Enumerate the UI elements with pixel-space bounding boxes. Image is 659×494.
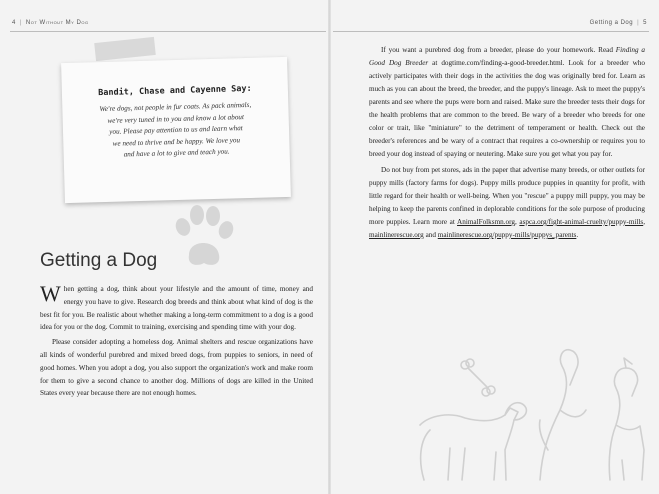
chapter-title: Getting a Dog	[589, 20, 634, 26]
header-separator: |	[19, 20, 22, 26]
left-header-rule	[10, 31, 326, 32]
book-title: Not Without My Dog	[25, 20, 89, 26]
note-title: Bandit, Chase and Cayenne Say:	[98, 83, 252, 99]
link-separator: ,	[515, 218, 520, 226]
paragraph	[40, 283, 313, 334]
right-page-header	[590, 20, 647, 26]
paw-print-icon	[171, 203, 235, 273]
note-line: we need to thrive and be happy. We love you	[112, 135, 241, 148]
right-header-rule	[333, 31, 649, 32]
taped-note-card	[61, 57, 291, 203]
walking-dog-icon	[420, 403, 526, 480]
drop-cap: W	[40, 281, 61, 306]
note-content	[74, 83, 278, 162]
paragraph	[369, 164, 645, 242]
left-column-text	[40, 283, 313, 400]
paragraph-text: at dogtime.com/finding-a-good-breeder.html. Look for a breeder who actively participates with their dogs in the activities the dog was originally bred for. Learn as much as you can about the breed, the breeder, and the puppy's lineage. Ask to meet the puppy's parents and see where the pups were born and raised. Make sure the breeder tests their dogs for the health problems that are common to the breed. Be wary of a breeder who breeds for one color or trait, like "miniature" to the detriment of temperament or health. Check out the breeder's references and be wary of a contract that requires a co-ownership or requires you to breed your dog instead of spaying or neutering. Make sure you get what you pay for.	[369, 59, 645, 158]
note-line: you. Please pay attention to us and learn what	[109, 124, 243, 136]
left-page-number: 4	[12, 20, 16, 26]
page-gutter	[328, 0, 331, 494]
note-line: we're very tuned in to you and know a lot about	[107, 112, 245, 125]
book-reference: Finding a Good Dog Breeder	[369, 46, 645, 67]
note-line: We're dogs, not people in fur coats. As pack animals,	[99, 100, 252, 114]
right-column-text	[369, 44, 645, 245]
link-separator: and	[423, 231, 438, 239]
bone-icon	[461, 359, 495, 396]
link-mainlinerescue-puppy-mills[interactable]: mainlinerescue.org/puppy-mills/puppys_parents	[437, 231, 577, 239]
paragraph-text: If you want a purebred dog from a breeder, please do your homework. Read	[381, 46, 616, 54]
sentence-end: .	[576, 231, 579, 239]
paragraph: Please consider adopting a homeless dog. Animal shelters and rescue organizations have all kinds of wonderful purebred and mixed breed dogs, from puppies to seniors, in need of good homes. When you adopt a dog, you also support the organization's work and make room for them to give a second chance to another dog. Millions of dogs are killed in the United States every year because there are not enough homes.	[40, 338, 313, 398]
link-mainlinerescue[interactable]: mainlinerescue.org	[369, 231, 424, 239]
note-line: and have a lot to give and teach you.	[123, 147, 230, 159]
section-title: Getting a Dog	[40, 250, 158, 271]
left-page-header	[12, 20, 89, 26]
link-aspca[interactable]: aspca.org/fight-animal-cruelty/puppy-mills	[519, 218, 644, 226]
dog-silhouettes-illustration	[410, 330, 655, 490]
jumping-dog-icon	[539, 350, 586, 480]
header-separator-right: |	[637, 20, 640, 26]
paragraph	[369, 44, 645, 161]
link-separator: ,	[643, 218, 645, 226]
right-page-number: 5	[643, 20, 647, 26]
sitting-dog-icon	[609, 358, 644, 480]
link-animalfolks[interactable]: AnimalFolksmn.org	[457, 218, 516, 226]
tape-strip	[94, 37, 156, 61]
paragraph-text: hen getting a dog, think about your lifestyle and the amount of time, money and energy you have to give. Research dog breeds and think about what kind of dog is the best fit for you. Be realistic about whether making a long-term commitment to a dog is a good idea for you or the dog. Commit to training, exercising and spending time with your dog.	[40, 285, 313, 332]
paragraph-text: Do not buy from pet stores, ads in the paper that advertise many breeds, or other outlets for puppy mills (factory farms for dogs). Puppy mills produce puppies in quantity for profit, with little regard for their health or well-being. When you "rescue" a puppy mill puppy, you may be helping to keep the parents confined in deplorable conditions for the sole purpose of producing more puppies. Learn more at	[369, 166, 645, 226]
note-body	[74, 99, 278, 162]
